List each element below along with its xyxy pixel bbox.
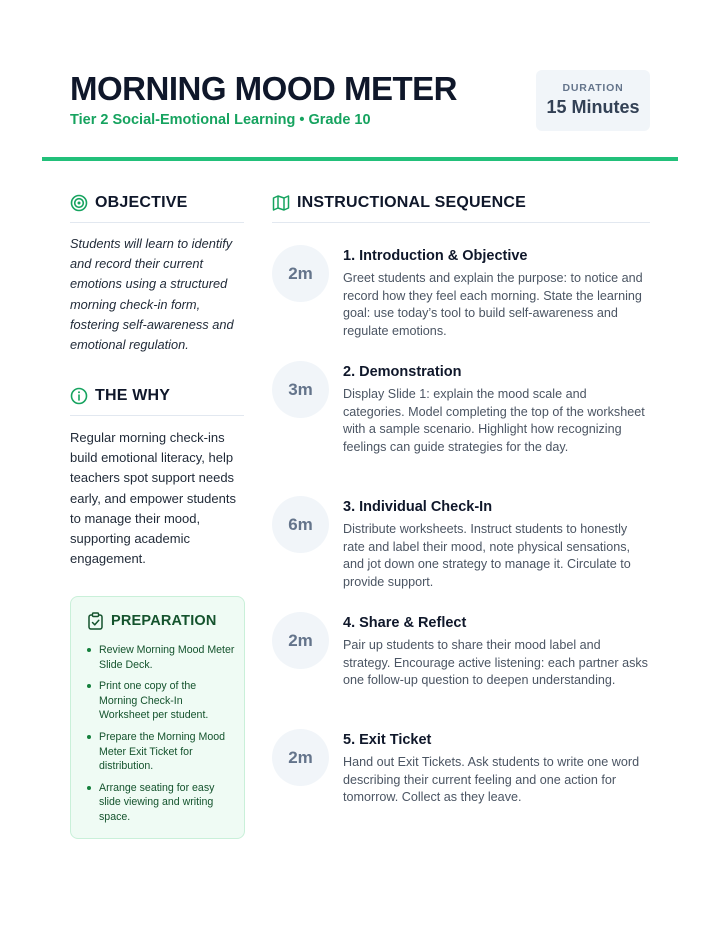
duration-value: 15 Minutes [546, 97, 640, 117]
header-divider [42, 157, 678, 161]
why-text: Regular morning check-ins build emotional literacy, help teachers spot support needs early, and empower students to manage their mood, supporting academic engagement. [70, 430, 236, 567]
step-description: Display Slide 1: explain the mood scale and categories. Model completing the top of the worksheet with a sample scenario. Highlight how recognizing feelings can guide strategies for the day. [343, 387, 645, 454]
why-heading [70, 385, 170, 407]
step-duration-badge: 6m [272, 496, 329, 553]
step-duration-badge: 2m [272, 729, 329, 786]
step-description: Hand out Exit Tickets. Ask students to write one word describing their current feeling and one action for tomorrow. Collect as they leave. [343, 755, 640, 805]
sequence-heading-label: INSTRUCTIONAL SEQUENCE [297, 194, 527, 211]
step-description: Pair up students to share their mood label and strategy. Encourage active listening: each partner asks one follow-up question to deepen understanding. [343, 638, 648, 688]
step-body [343, 247, 650, 340]
page-subtitle: Tier 2 Social-Emotional Learning • Grade 10 [70, 112, 371, 128]
objective-heading-label: OBJECTIVE [95, 194, 188, 211]
step-duration-badge: 2m [272, 245, 329, 302]
step-description: Distribute worksheets. Instruct students to honestly rate and label their mood, note physical sensations, and jot down one strategy to manage it. Circulate to provide support. [343, 522, 631, 589]
objective-text: Students will learn to identify and record their current emotions using a structured morning check-in form, fostering self-awareness and emotional regulation. [70, 236, 234, 353]
step-title: 1. Introduction & Objective [343, 248, 528, 264]
preparation-box [70, 596, 245, 839]
step-body [343, 363, 650, 456]
preparation-heading [87, 612, 217, 630]
page-header [70, 70, 650, 140]
preparation-item: Prepare the Morning Mood Meter Exit Ticket for distribution. [87, 730, 235, 774]
why-heading-label: THE WHY [95, 387, 171, 404]
step-title: 3. Individual Check-In [343, 499, 493, 515]
target-icon [70, 194, 88, 212]
preparation-item: Arrange seating for easy slide viewing and writing space. [87, 781, 235, 825]
step-body [343, 731, 650, 807]
step-title: 5. Exit Ticket [343, 732, 432, 748]
preparation-item: Review Morning Mood Meter Slide Deck. [87, 643, 235, 672]
preparation-heading-label: PREPARATION [111, 613, 217, 629]
step-title: 4. Share & Reflect [343, 615, 467, 631]
step-body [343, 614, 650, 690]
duration-box [536, 70, 650, 131]
clipboard-check-icon [87, 612, 104, 630]
preparation-list [87, 643, 235, 832]
preparation-item: Print one copy of the Morning Check-In Worksheet per student. [87, 679, 235, 723]
why-divider [70, 415, 244, 416]
duration-label: DURATION [562, 82, 624, 94]
info-icon [70, 387, 88, 405]
map-icon [272, 194, 290, 212]
step-duration-badge: 3m [272, 361, 329, 418]
step-description: Greet students and explain the purpose: to notice and record how they feel each morning. State the learning goal: use today’s tool to build self-awareness and regulate emotions. [343, 271, 643, 338]
step-body [343, 498, 650, 591]
objective-heading [70, 192, 188, 214]
page-title: MORNING MOOD METER [70, 70, 457, 107]
step-duration-badge: 2m [272, 612, 329, 669]
sequence-heading [272, 192, 526, 214]
objective-divider [70, 222, 244, 223]
step-title: 2. Demonstration [343, 364, 462, 380]
sequence-divider [272, 222, 650, 223]
